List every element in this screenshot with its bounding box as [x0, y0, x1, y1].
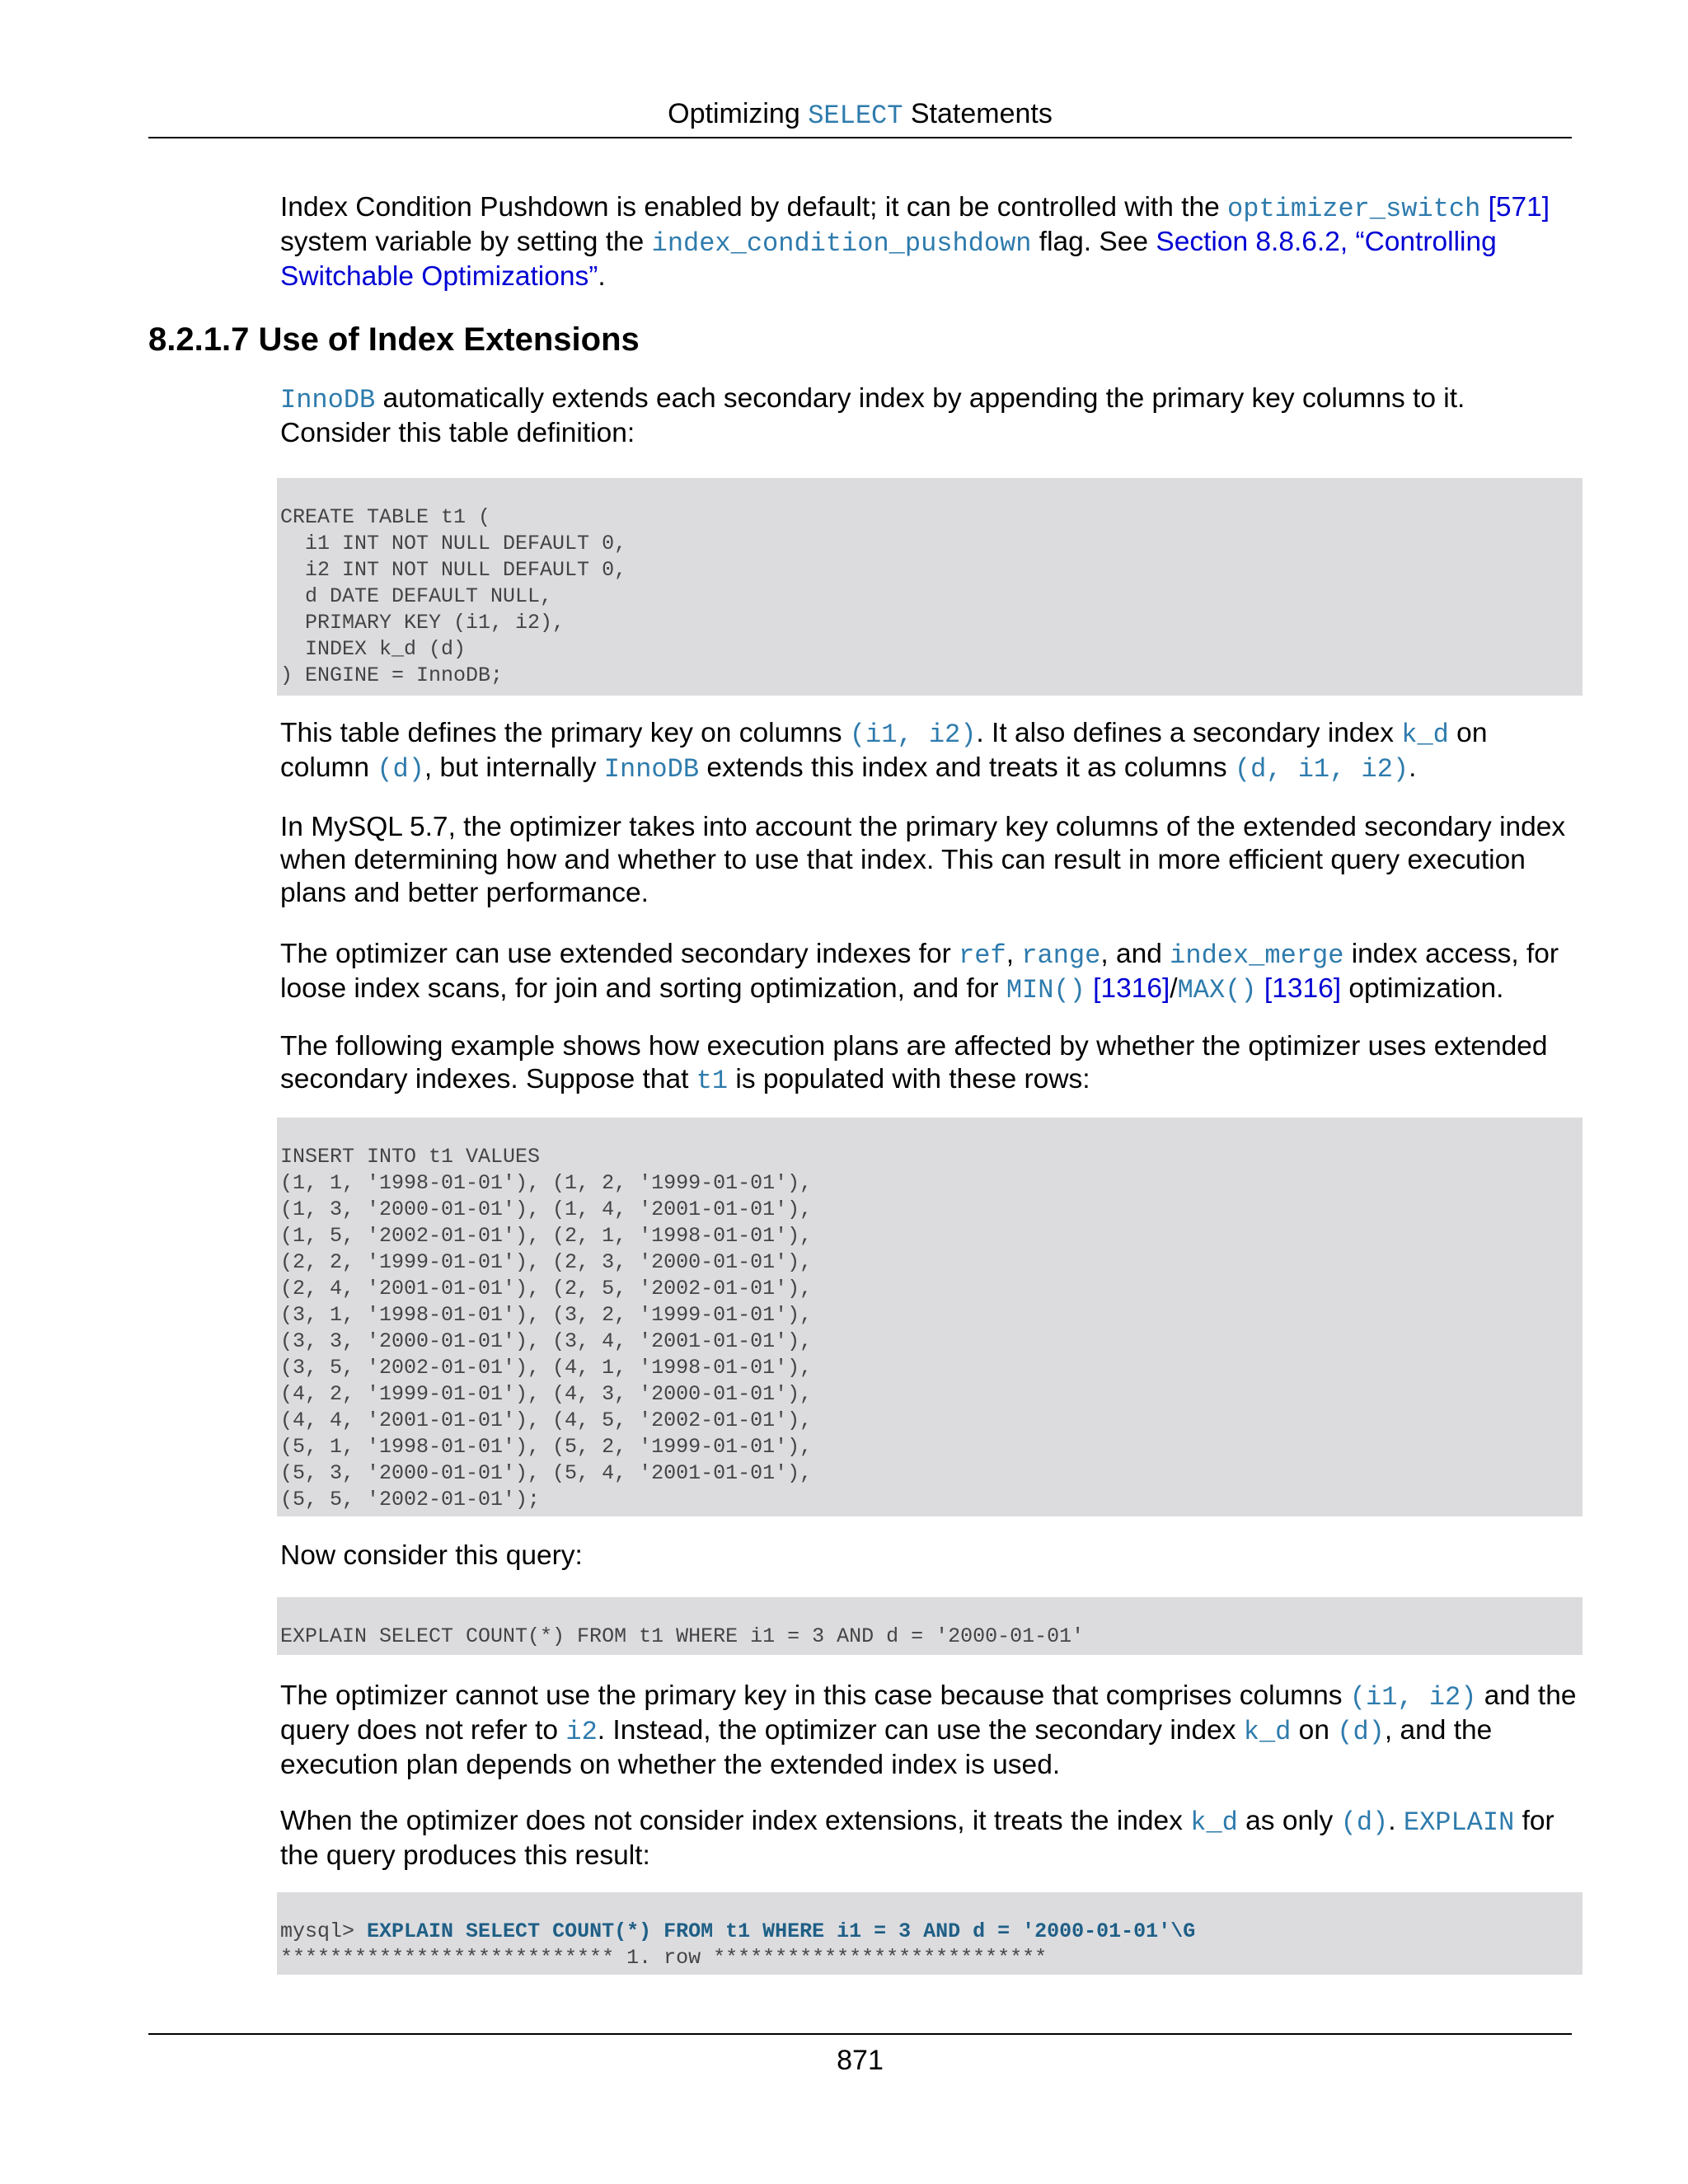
code-k-d-3: k_d — [1190, 1807, 1238, 1838]
paragraph-cannot-use-pk — [280, 1680, 1582, 1782]
text-run: optimization. — [1341, 973, 1504, 1004]
paragraph-access-methods — [280, 938, 1582, 1007]
text-run: / — [1170, 973, 1178, 1004]
text-run: is populated with these rows: — [728, 1064, 1090, 1094]
code-d: (d) — [377, 754, 424, 785]
text-run: on column — [280, 718, 1488, 783]
link-page-571[interactable]: [571] — [1480, 192, 1550, 223]
code-mysql-output — [280, 1919, 1582, 1971]
header-text-pre: Optimizing — [668, 98, 809, 129]
link-page-1316-min[interactable]: [1316] — [1085, 973, 1170, 1004]
text-run: , — [1006, 939, 1022, 969]
text-run: When the optimizer does not consider index extensions, it treats the index — [280, 1806, 1191, 1836]
paragraph-example — [280, 1030, 1582, 1098]
code-optimizer-switch[interactable]: optimizer_switch — [1227, 194, 1481, 224]
code-i1-i2: (i1, i2) — [849, 719, 977, 750]
header-code: SELECT — [808, 101, 903, 131]
code-t1: t1 — [696, 1066, 729, 1096]
text-run: . It also defines a secondary index — [976, 718, 1402, 748]
header-text-post: Statements — [903, 98, 1053, 129]
text-run: as only — [1237, 1806, 1341, 1836]
code-block-mysql-output — [277, 1892, 1582, 1975]
text-run: The optimizer cannot use the primary key in this case because that comprises columns — [280, 1680, 1350, 1711]
code-block-insert — [277, 1118, 1582, 1516]
code-index-merge[interactable]: index_merge — [1170, 940, 1344, 971]
code-insert-rows: INSERT INTO t1 VALUES (1, 1, '1998-01-01'), (1, 2, '1999-01-01'), (1, 3, '2000-01-01'), (1, 4, '2001-01-01'), (1, 5, '2002-01-01'), (2, 1, '1998-01-01'), (2, 2, '1999-01-01'), (2, 3, '2000-01-01'), (2, 4, '2001-01-01'), (2, 5, '2002-01-01'), (3, 1, '1998-01-01'), (3, 2, '1999-01-01'), (3, 3, '2000-01-01'), (3, 4, '2001-01-01'), (3, 5, '2002-01-01'), (4, 1, '1998-01-01'), (4, 2, '1999-01-01'), (4, 3, '2000-01-01'), (4, 4, '2001-01-01'), (4, 5, '2002-01-01'), (5, 1, '1998-01-01'), (5, 2, '1999-01-01'), (5, 3, '2000-01-01'), (5, 4, '2001-01-01'), (5, 5, '2002-01-01'); — [280, 1145, 813, 1511]
text-run: system variable by setting the — [280, 227, 652, 257]
code-k-d-2: k_d — [1243, 1717, 1292, 1747]
text-run: for the query produces this result: — [280, 1806, 1554, 1871]
text-run: The following example shows how execution plans are affected by whether the optimizer uses extended secondary indexes. Suppose that — [280, 1031, 1548, 1094]
text-run: flag. See — [1031, 227, 1156, 257]
code-index-condition-pushdown: index_condition_pushdown — [651, 228, 1032, 259]
code-explain[interactable]: EXPLAIN — [1403, 1807, 1515, 1838]
text-run: , and — [1100, 939, 1170, 969]
text-run: on — [1291, 1715, 1338, 1746]
code-k-d: k_d — [1401, 719, 1449, 750]
link-page-1316-max[interactable]: [1316] — [1256, 973, 1342, 1004]
code-innodb[interactable]: InnoDB — [280, 385, 376, 415]
header-rule — [148, 137, 1572, 138]
code-explain-query: EXPLAIN SELECT COUNT(*) FROM t1 WHERE i1 = 3 AND d = '2000-01-01' — [280, 1624, 1085, 1648]
page-number: 871 — [837, 2045, 884, 2076]
code-d-2: (d) — [1337, 1717, 1385, 1747]
text-run: and the query does not refer to — [280, 1680, 1577, 1746]
text-run: This table defines the primary key on columns — [280, 718, 850, 748]
code-block-explain-query — [277, 1597, 1582, 1655]
paragraph-primary-key — [280, 717, 1582, 786]
section-heading: 8.2.1.7 Use of Index Extensions — [148, 321, 640, 358]
link-section-8-8-6-2[interactable]: Section 8.8.6.2, “Controlling Switchable Optimizations” — [280, 227, 1497, 292]
code-ref[interactable]: ref — [959, 940, 1006, 971]
code-i1-i2-2: (i1, i2) — [1349, 1682, 1477, 1713]
code-create-table: CREATE TABLE t1 ( i1 INT NOT NULL DEFAULT 0, i2 INT NOT NULL DEFAULT 0, d DATE DEFAULT NULL, PRIMARY KEY (i1, i2), INDEX k_d (d) ) ENGINE = InnoDB; — [280, 505, 627, 687]
text-run: . Instead, the optimizer can use the secondary index — [597, 1715, 1244, 1746]
code-d-3: (d) — [1340, 1807, 1389, 1838]
mysql-prompt: mysql> — [280, 1919, 368, 1943]
footer-rule — [148, 2033, 1572, 2035]
mysql-command: EXPLAIN SELECT COUNT(*) FROM t1 WHERE i1 = 3 AND d = '2000-01-01'\G — [367, 1919, 1196, 1943]
code-innodb-2[interactable]: InnoDB — [603, 754, 700, 785]
text-run: index access, for loose index scans, for join and sorting optimization, and for — [280, 939, 1559, 1004]
running-header — [148, 94, 1572, 136]
text-run: . — [598, 261, 606, 292]
paragraph-consider-query: Now consider this query: — [280, 1540, 583, 1571]
paragraph-mysql-57: In MySQL 5.7, the optimizer takes into account the primary key columns of the extended secondary index when determining how and whether to use that index. This can result in more efficient query execution plans and better performance. — [280, 812, 1566, 908]
code-i2: i2 — [565, 1717, 598, 1747]
code-max[interactable]: MAX() — [1177, 975, 1257, 1005]
paragraph-no-extensions — [280, 1805, 1582, 1872]
text-run: , and the execution plan depends on whether the extended index is used. — [280, 1715, 1493, 1780]
text-run: The optimizer can use extended secondary indexes for — [280, 939, 959, 969]
text-run: . — [1409, 752, 1417, 783]
text-run: Index Condition Pushdown is enabled by default; it can be controlled with the — [280, 192, 1228, 223]
paragraph-innodb-extends — [280, 382, 1582, 450]
text-run: extends this index and treats it as columns — [699, 752, 1235, 783]
code-d-i1-i2: (d, i1, i2) — [1234, 754, 1409, 785]
mysql-row-separator: *************************** 1. row *************************** — [280, 1946, 1048, 1970]
code-min[interactable]: MIN() — [1006, 975, 1085, 1005]
code-block-create-table — [277, 478, 1582, 696]
text-run: , but internally — [424, 752, 604, 783]
text-run: automatically extends each secondary index by appending the primary key columns to it. Consider this table definition: — [280, 383, 1465, 448]
paragraph-icp-intro — [280, 191, 1582, 293]
code-range[interactable]: range — [1021, 940, 1101, 971]
text-run: . — [1388, 1806, 1404, 1836]
